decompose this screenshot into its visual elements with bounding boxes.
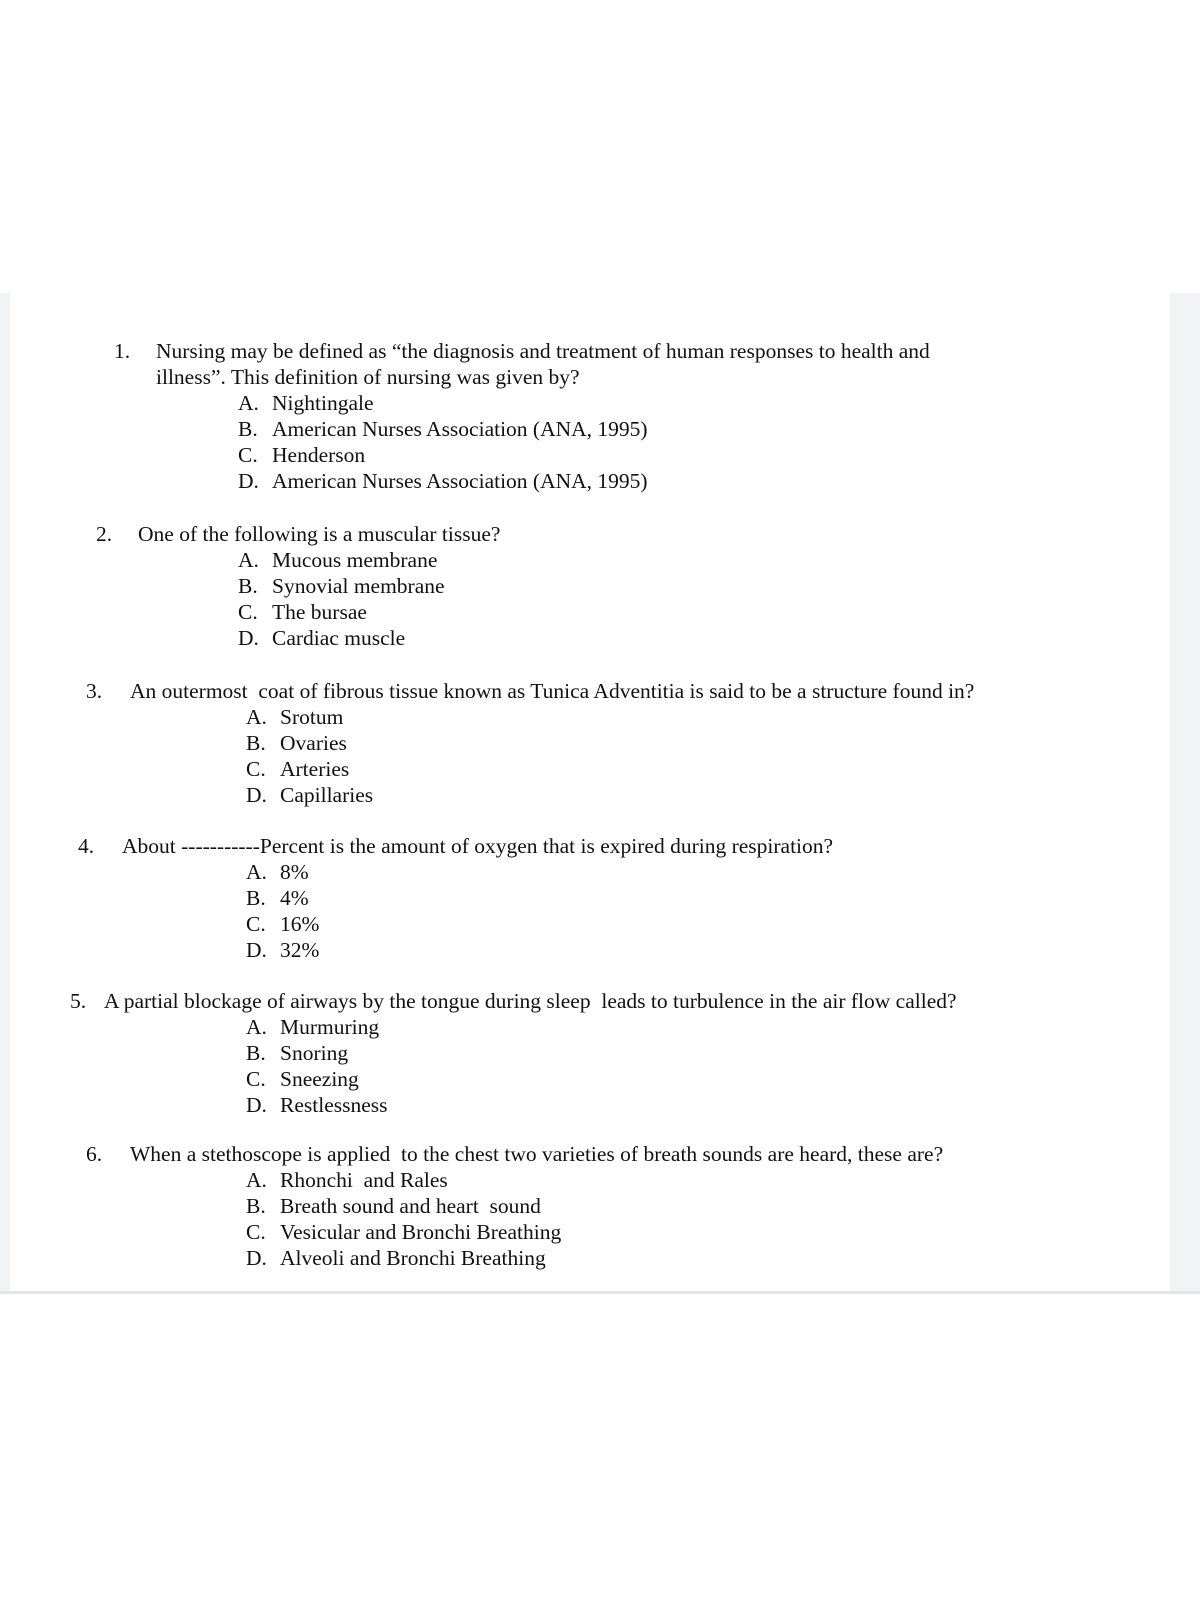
option-letter: A. (238, 548, 259, 572)
option-a[interactable] (246, 704, 1134, 730)
option-c[interactable] (238, 442, 1054, 468)
option-letter: D. (246, 938, 267, 962)
question-stem (86, 678, 974, 704)
question-text-line: illness”. This definition of nursing was given by? (156, 365, 580, 389)
option-letter: C. (246, 912, 266, 936)
question-number: 1. (114, 339, 131, 363)
question-stem (78, 833, 833, 859)
option-d[interactable] (246, 1092, 1133, 1118)
option-a[interactable] (246, 1167, 1103, 1193)
option-d[interactable] (246, 1245, 1103, 1271)
option-letter: B. (246, 1041, 266, 1065)
question-number: 6. (86, 1142, 103, 1166)
option-text: Nightingale (272, 391, 374, 415)
answer-options (246, 1167, 1103, 1271)
document-page (10, 293, 1170, 1291)
option-text: Mucous membrane (272, 548, 438, 572)
option-text: Ovaries (280, 731, 347, 755)
option-letter: A. (246, 1168, 267, 1192)
option-c[interactable] (246, 1219, 1103, 1245)
option-letter: C. (246, 757, 266, 781)
option-b[interactable] (246, 1193, 1103, 1219)
question-5 (70, 988, 957, 1118)
option-letter: D. (246, 1246, 267, 1270)
option-c[interactable] (238, 599, 642, 625)
question-number: 2. (96, 522, 113, 546)
option-text: Rhonchi and Rales (280, 1168, 448, 1192)
option-letter: C. (246, 1067, 266, 1091)
option-letter: B. (246, 886, 266, 910)
option-letter: D. (246, 1093, 267, 1117)
option-letter: B. (246, 731, 266, 755)
option-d[interactable] (246, 782, 1134, 808)
option-b[interactable] (238, 416, 1054, 442)
option-letter: A. (246, 1015, 267, 1039)
option-letter: D. (238, 626, 259, 650)
option-text: American Nurses Association (ANA, 1995) (272, 417, 648, 441)
answer-options (238, 547, 642, 651)
option-text: Synovial membrane (272, 574, 445, 598)
option-a[interactable] (238, 390, 1054, 416)
question-4 (78, 833, 833, 963)
option-letter: C. (238, 443, 258, 467)
option-letter: C. (238, 600, 258, 624)
option-letter: D. (238, 469, 259, 493)
option-text: 8% (280, 860, 309, 884)
document-viewer-background (0, 293, 1200, 1294)
question-text-line: When a stethoscope is applied to the chest two varieties of breath sounds are heard, these are? (130, 1142, 944, 1166)
option-text: Arteries (280, 757, 350, 781)
option-text: The bursae (272, 600, 367, 624)
option-text: American Nurses Association (ANA, 1995) (272, 469, 648, 493)
option-c[interactable] (246, 911, 1001, 937)
question-stem (96, 521, 500, 547)
option-d[interactable] (246, 937, 1001, 963)
question-stem (86, 1141, 943, 1167)
option-b[interactable] (246, 730, 1134, 756)
option-letter: A. (246, 860, 267, 884)
option-text: Capillaries (280, 783, 374, 807)
question-text-line: A partial blockage of airways by the tongue during sleep leads to turbulence in the air flow called? (104, 989, 957, 1013)
option-letter: C. (246, 1220, 266, 1244)
option-d[interactable] (238, 468, 1054, 494)
question-stem (114, 338, 930, 390)
option-text: Murmuring (280, 1015, 380, 1039)
option-letter: B. (238, 417, 258, 441)
option-text: Vesicular and Bronchi Breathing (280, 1220, 562, 1244)
option-a[interactable] (246, 1014, 1133, 1040)
option-letter: A. (238, 391, 259, 415)
option-text: 32% (280, 938, 320, 962)
question-number: 3. (86, 679, 103, 703)
option-b[interactable] (246, 1040, 1133, 1066)
option-a[interactable] (246, 859, 1001, 885)
question-text-line: One of the following is a muscular tissue? (138, 522, 501, 546)
question-3 (86, 678, 974, 808)
question-text-line: About -----------Percent is the amount of oxygen that is expired during respiration? (122, 834, 834, 858)
option-b[interactable] (238, 573, 642, 599)
option-text: 16% (280, 912, 320, 936)
answer-options (246, 704, 1134, 808)
question-1 (114, 338, 930, 494)
option-letter: B. (246, 1194, 266, 1218)
answer-options (246, 1014, 1133, 1118)
option-c[interactable] (246, 756, 1134, 782)
option-a[interactable] (238, 547, 642, 573)
option-letter: A. (246, 705, 267, 729)
option-text: Henderson (272, 443, 366, 467)
option-text: Restlessness (280, 1093, 388, 1117)
question-text-line: An outermost coat of fibrous tissue known as Tunica Adventitia is said to be a structure found in? (130, 679, 975, 703)
question-6 (86, 1141, 943, 1271)
question-number: 5. (70, 989, 87, 1013)
option-text: Cardiac muscle (272, 626, 406, 650)
option-text: Snoring (280, 1041, 349, 1065)
question-number: 4. (78, 834, 95, 858)
question-stem (70, 988, 957, 1014)
answer-options (246, 859, 1001, 963)
option-letter: D. (246, 783, 267, 807)
option-text: 4% (280, 886, 309, 910)
option-text: Sneezing (280, 1067, 359, 1091)
option-letter: B. (238, 574, 258, 598)
option-text: Srotum (280, 705, 344, 729)
option-text: Breath sound and heart sound (280, 1194, 541, 1218)
option-d[interactable] (238, 625, 642, 651)
option-c[interactable] (246, 1066, 1133, 1092)
answer-options (238, 390, 1054, 494)
option-b[interactable] (246, 885, 1001, 911)
question-text-line: Nursing may be defined as “the diagnosis and treatment of human responses to health and (156, 339, 930, 363)
question-2 (96, 521, 500, 651)
option-text: Alveoli and Bronchi Breathing (280, 1246, 546, 1270)
